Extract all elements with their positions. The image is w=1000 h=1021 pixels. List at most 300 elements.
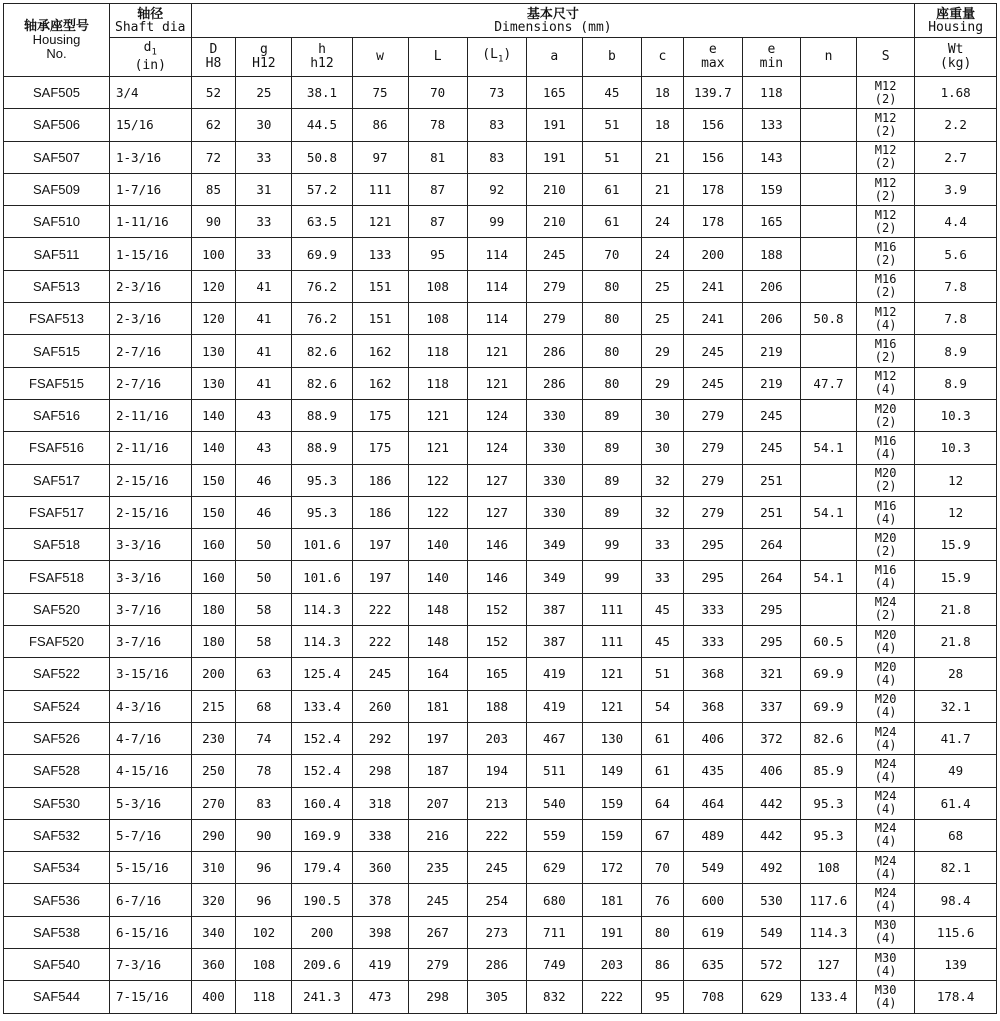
cell-shaft: 1-7/16 bbox=[110, 173, 192, 205]
cell-bolt-thread: M16 bbox=[874, 498, 897, 513]
cell-a: 191 bbox=[526, 141, 582, 173]
cell-bolt-size bbox=[857, 77, 915, 109]
cell-emin: 549 bbox=[742, 916, 800, 948]
cell-shaft: 5-7/16 bbox=[110, 819, 192, 851]
cell-l1: 127 bbox=[467, 496, 526, 528]
cell-shaft: 2-11/16 bbox=[110, 432, 192, 464]
cell-emax: 200 bbox=[683, 238, 742, 270]
header-col-c: c bbox=[641, 38, 683, 77]
cell-c: 30 bbox=[641, 399, 683, 431]
header-weight-cn: 座重量 bbox=[936, 5, 976, 21]
header-g-tol: H12 bbox=[252, 56, 276, 71]
cell-w: 97 bbox=[352, 141, 408, 173]
cell-c: 86 bbox=[641, 949, 683, 981]
cell-l1: 254 bbox=[467, 884, 526, 916]
cell-h: 44.5 bbox=[292, 109, 352, 141]
cell-bolt-thread: M24 bbox=[874, 886, 897, 901]
header-col-emax bbox=[683, 38, 742, 77]
table-row bbox=[4, 981, 997, 1013]
header-L1-close: ) bbox=[503, 46, 512, 62]
cell-l: 78 bbox=[408, 109, 467, 141]
cell-d: 90 bbox=[191, 206, 236, 238]
cell-emax: 708 bbox=[683, 981, 742, 1013]
cell-bolt-size bbox=[857, 916, 915, 948]
table-row bbox=[4, 464, 997, 496]
cell-c: 76 bbox=[641, 884, 683, 916]
cell-d: 180 bbox=[191, 626, 236, 658]
cell-c: 30 bbox=[641, 432, 683, 464]
cell-n: 133.4 bbox=[800, 981, 856, 1013]
cell-w: 473 bbox=[352, 981, 408, 1013]
cell-c: 95 bbox=[641, 981, 683, 1013]
cell-bolt-count: (4) bbox=[874, 576, 897, 591]
cell-model: SAF536 bbox=[4, 884, 110, 916]
cell-w: 378 bbox=[352, 884, 408, 916]
cell-h: 114.3 bbox=[292, 593, 352, 625]
cell-n: 82.6 bbox=[800, 722, 856, 754]
table-row bbox=[4, 270, 997, 302]
cell-wt: 82.1 bbox=[915, 852, 997, 884]
cell-emin: 442 bbox=[742, 819, 800, 851]
table-row bbox=[4, 238, 997, 270]
cell-bolt-size bbox=[857, 238, 915, 270]
cell-model: FSAF518 bbox=[4, 561, 110, 593]
header-housing-no-en1: Housing bbox=[32, 32, 81, 47]
cell-a: 629 bbox=[526, 852, 582, 884]
cell-n bbox=[800, 238, 856, 270]
cell-a: 387 bbox=[526, 593, 582, 625]
header-col-n: n bbox=[800, 38, 856, 77]
table-row bbox=[4, 303, 997, 335]
cell-c: 64 bbox=[641, 787, 683, 819]
cell-l1: 83 bbox=[467, 109, 526, 141]
cell-bolt-thread: M24 bbox=[874, 789, 897, 804]
cell-g: 41 bbox=[236, 335, 292, 367]
cell-a: 330 bbox=[526, 464, 582, 496]
cell-bolt-count: (4) bbox=[874, 899, 897, 914]
cell-b: 61 bbox=[582, 173, 641, 205]
cell-n: 50.8 bbox=[800, 303, 856, 335]
cell-wt: 139 bbox=[915, 949, 997, 981]
cell-g: 46 bbox=[236, 464, 292, 496]
cell-emax: 241 bbox=[683, 303, 742, 335]
cell-shaft: 6-7/16 bbox=[110, 884, 192, 916]
cell-model: SAF513 bbox=[4, 270, 110, 302]
cell-h: 179.4 bbox=[292, 852, 352, 884]
cell-l1: 83 bbox=[467, 141, 526, 173]
table-header bbox=[4, 4, 997, 77]
cell-model: SAF511 bbox=[4, 238, 110, 270]
cell-emin: 406 bbox=[742, 755, 800, 787]
cell-l1: 73 bbox=[467, 77, 526, 109]
cell-l1: 114 bbox=[467, 238, 526, 270]
cell-c: 67 bbox=[641, 819, 683, 851]
cell-model: SAF538 bbox=[4, 916, 110, 948]
cell-bolt-size bbox=[857, 787, 915, 819]
table-row bbox=[4, 755, 997, 787]
cell-d: 310 bbox=[191, 852, 236, 884]
cell-bolt-count: (4) bbox=[874, 834, 897, 849]
cell-b: 80 bbox=[582, 303, 641, 335]
cell-bolt-count: (2) bbox=[874, 188, 897, 203]
table-row bbox=[4, 949, 997, 981]
cell-wt: 12 bbox=[915, 464, 997, 496]
cell-emin: 206 bbox=[742, 270, 800, 302]
cell-w: 222 bbox=[352, 626, 408, 658]
cell-model: SAF532 bbox=[4, 819, 110, 851]
cell-wt: 115.6 bbox=[915, 916, 997, 948]
cell-bolt-thread: M30 bbox=[874, 982, 897, 997]
cell-d: 290 bbox=[191, 819, 236, 851]
table-row bbox=[4, 173, 997, 205]
header-dimensions-en: Dimensions (mm) bbox=[494, 19, 612, 35]
cell-h: 88.9 bbox=[292, 432, 352, 464]
cell-bolt-thread: M24 bbox=[874, 595, 897, 610]
cell-bolt-thread: M16 bbox=[874, 272, 897, 287]
cell-wt: 49 bbox=[915, 755, 997, 787]
cell-b: 121 bbox=[582, 658, 641, 690]
cell-a: 419 bbox=[526, 658, 582, 690]
cell-bolt-thread: M24 bbox=[874, 724, 897, 739]
cell-l: 148 bbox=[408, 593, 467, 625]
cell-a: 191 bbox=[526, 109, 582, 141]
cell-g: 25 bbox=[236, 77, 292, 109]
cell-bolt-size bbox=[857, 658, 915, 690]
cell-l1: 222 bbox=[467, 819, 526, 851]
cell-bolt-size bbox=[857, 884, 915, 916]
cell-g: 58 bbox=[236, 626, 292, 658]
header-col-b: b bbox=[582, 38, 641, 77]
cell-bolt-thread: M24 bbox=[874, 756, 897, 771]
cell-b: 89 bbox=[582, 399, 641, 431]
cell-g: 50 bbox=[236, 529, 292, 561]
cell-w: 175 bbox=[352, 432, 408, 464]
cell-a: 387 bbox=[526, 626, 582, 658]
cell-g: 63 bbox=[236, 658, 292, 690]
cell-bolt-size bbox=[857, 367, 915, 399]
cell-l: 245 bbox=[408, 884, 467, 916]
housing-dimensions-table bbox=[3, 3, 997, 1014]
cell-g: 58 bbox=[236, 593, 292, 625]
cell-d: 160 bbox=[191, 561, 236, 593]
cell-h: 101.6 bbox=[292, 561, 352, 593]
cell-n: 114.3 bbox=[800, 916, 856, 948]
cell-b: 89 bbox=[582, 464, 641, 496]
cell-model: SAF534 bbox=[4, 852, 110, 884]
table-row bbox=[4, 690, 997, 722]
header-col-a: a bbox=[526, 38, 582, 77]
cell-model: SAF530 bbox=[4, 787, 110, 819]
table-row bbox=[4, 77, 997, 109]
cell-bolt-count: (4) bbox=[874, 672, 897, 687]
cell-a: 330 bbox=[526, 496, 582, 528]
cell-bolt-size bbox=[857, 464, 915, 496]
cell-wt: 4.4 bbox=[915, 206, 997, 238]
cell-n: 127 bbox=[800, 949, 856, 981]
cell-a: 279 bbox=[526, 303, 582, 335]
header-housing-no-en2: No. bbox=[46, 46, 67, 61]
cell-n bbox=[800, 593, 856, 625]
cell-emax: 178 bbox=[683, 206, 742, 238]
cell-l: 216 bbox=[408, 819, 467, 851]
cell-l: 70 bbox=[408, 77, 467, 109]
cell-h: 101.6 bbox=[292, 529, 352, 561]
cell-b: 159 bbox=[582, 787, 641, 819]
cell-n: 54.1 bbox=[800, 496, 856, 528]
cell-model: FSAF516 bbox=[4, 432, 110, 464]
cell-w: 121 bbox=[352, 206, 408, 238]
cell-emax: 245 bbox=[683, 335, 742, 367]
cell-b: 191 bbox=[582, 916, 641, 948]
cell-wt: 2.7 bbox=[915, 141, 997, 173]
cell-bolt-thread: M24 bbox=[874, 821, 897, 836]
cell-emax: 279 bbox=[683, 464, 742, 496]
cell-wt: 21.8 bbox=[915, 626, 997, 658]
table-body bbox=[4, 77, 997, 1014]
cell-g: 33 bbox=[236, 206, 292, 238]
table-row bbox=[4, 561, 997, 593]
cell-bolt-thread: M12 bbox=[874, 143, 897, 158]
cell-wt: 61.4 bbox=[915, 787, 997, 819]
table-row bbox=[4, 335, 997, 367]
table-row bbox=[4, 626, 997, 658]
cell-emax: 241 bbox=[683, 270, 742, 302]
cell-emax: 295 bbox=[683, 529, 742, 561]
cell-c: 45 bbox=[641, 626, 683, 658]
header-col-h bbox=[292, 38, 352, 77]
cell-n: 108 bbox=[800, 852, 856, 884]
cell-a: 245 bbox=[526, 238, 582, 270]
cell-emin: 321 bbox=[742, 658, 800, 690]
cell-shaft: 5-15/16 bbox=[110, 852, 192, 884]
cell-d: 180 bbox=[191, 593, 236, 625]
cell-emax: 489 bbox=[683, 819, 742, 851]
cell-c: 54 bbox=[641, 690, 683, 722]
cell-d: 62 bbox=[191, 109, 236, 141]
cell-emax: 368 bbox=[683, 658, 742, 690]
header-h-label: h bbox=[318, 42, 326, 57]
table-row bbox=[4, 529, 997, 561]
cell-g: 118 bbox=[236, 981, 292, 1013]
cell-l: 95 bbox=[408, 238, 467, 270]
cell-bolt-thread: M20 bbox=[874, 659, 897, 674]
cell-b: 89 bbox=[582, 496, 641, 528]
cell-w: 75 bbox=[352, 77, 408, 109]
cell-emax: 139.7 bbox=[683, 77, 742, 109]
cell-d: 400 bbox=[191, 981, 236, 1013]
cell-d: 120 bbox=[191, 270, 236, 302]
cell-model: SAF518 bbox=[4, 529, 110, 561]
cell-n: 95.3 bbox=[800, 787, 856, 819]
cell-g: 74 bbox=[236, 722, 292, 754]
cell-b: 222 bbox=[582, 981, 641, 1013]
cell-w: 197 bbox=[352, 529, 408, 561]
cell-d: 130 bbox=[191, 335, 236, 367]
cell-shaft: 2-7/16 bbox=[110, 367, 192, 399]
cell-a: 559 bbox=[526, 819, 582, 851]
cell-l: 140 bbox=[408, 561, 467, 593]
cell-n bbox=[800, 529, 856, 561]
cell-c: 80 bbox=[641, 916, 683, 948]
cell-model: FSAF515 bbox=[4, 367, 110, 399]
cell-h: 76.2 bbox=[292, 270, 352, 302]
cell-d: 140 bbox=[191, 399, 236, 431]
cell-g: 96 bbox=[236, 852, 292, 884]
cell-bolt-count: (2) bbox=[874, 414, 897, 429]
cell-bolt-size bbox=[857, 432, 915, 464]
cell-shaft: 6-15/16 bbox=[110, 916, 192, 948]
cell-model: SAF515 bbox=[4, 335, 110, 367]
cell-emax: 156 bbox=[683, 141, 742, 173]
cell-w: 175 bbox=[352, 399, 408, 431]
cell-d: 250 bbox=[191, 755, 236, 787]
cell-h: 190.5 bbox=[292, 884, 352, 916]
cell-l: 235 bbox=[408, 852, 467, 884]
cell-c: 25 bbox=[641, 270, 683, 302]
cell-c: 61 bbox=[641, 755, 683, 787]
cell-wt: 32.1 bbox=[915, 690, 997, 722]
cell-d: 160 bbox=[191, 529, 236, 561]
cell-emax: 549 bbox=[683, 852, 742, 884]
cell-b: 121 bbox=[582, 690, 641, 722]
header-shaft-symbol bbox=[110, 38, 192, 77]
table-row bbox=[4, 787, 997, 819]
cell-w: 162 bbox=[352, 335, 408, 367]
cell-h: 69.9 bbox=[292, 238, 352, 270]
cell-g: 43 bbox=[236, 399, 292, 431]
cell-model: SAF517 bbox=[4, 464, 110, 496]
cell-l: 122 bbox=[408, 496, 467, 528]
cell-h: 152.4 bbox=[292, 755, 352, 787]
cell-wt: 98.4 bbox=[915, 884, 997, 916]
cell-l: 87 bbox=[408, 173, 467, 205]
cell-c: 70 bbox=[641, 852, 683, 884]
cell-l: 267 bbox=[408, 916, 467, 948]
cell-l1: 92 bbox=[467, 173, 526, 205]
cell-h: 241.3 bbox=[292, 981, 352, 1013]
cell-a: 540 bbox=[526, 787, 582, 819]
cell-bolt-size bbox=[857, 496, 915, 528]
cell-shaft: 7-15/16 bbox=[110, 981, 192, 1013]
cell-emax: 635 bbox=[683, 949, 742, 981]
cell-model: SAF520 bbox=[4, 593, 110, 625]
cell-l: 197 bbox=[408, 722, 467, 754]
header-col-D bbox=[191, 38, 236, 77]
cell-l: 121 bbox=[408, 399, 467, 431]
cell-bolt-size bbox=[857, 981, 915, 1013]
cell-w: 318 bbox=[352, 787, 408, 819]
cell-b: 99 bbox=[582, 561, 641, 593]
cell-shaft: 2-7/16 bbox=[110, 335, 192, 367]
cell-bolt-count: (2) bbox=[874, 91, 897, 106]
cell-bolt-count: (4) bbox=[874, 446, 897, 461]
cell-bolt-count: (4) bbox=[874, 737, 897, 752]
cell-h: 160.4 bbox=[292, 787, 352, 819]
cell-bolt-size bbox=[857, 399, 915, 431]
cell-bolt-count: (4) bbox=[874, 931, 897, 946]
cell-n bbox=[800, 173, 856, 205]
cell-wt: 178.4 bbox=[915, 981, 997, 1013]
cell-n bbox=[800, 109, 856, 141]
cell-a: 286 bbox=[526, 367, 582, 399]
cell-h: 133.4 bbox=[292, 690, 352, 722]
cell-emin: 133 bbox=[742, 109, 800, 141]
cell-n: 69.9 bbox=[800, 690, 856, 722]
cell-bolt-size bbox=[857, 270, 915, 302]
cell-bolt-size bbox=[857, 852, 915, 884]
cell-n bbox=[800, 464, 856, 496]
cell-w: 260 bbox=[352, 690, 408, 722]
cell-emin: 372 bbox=[742, 722, 800, 754]
cell-a: 419 bbox=[526, 690, 582, 722]
cell-b: 181 bbox=[582, 884, 641, 916]
cell-l1: 194 bbox=[467, 755, 526, 787]
cell-bolt-size bbox=[857, 561, 915, 593]
table-row bbox=[4, 722, 997, 754]
cell-l: 181 bbox=[408, 690, 467, 722]
cell-bolt-thread: M24 bbox=[874, 853, 897, 868]
cell-l1: 245 bbox=[467, 852, 526, 884]
cell-emax: 406 bbox=[683, 722, 742, 754]
header-weight-wt: Wt bbox=[947, 42, 964, 57]
cell-h: 63.5 bbox=[292, 206, 352, 238]
cell-n: 69.9 bbox=[800, 658, 856, 690]
cell-bolt-size bbox=[857, 335, 915, 367]
cell-n: 54.1 bbox=[800, 561, 856, 593]
cell-shaft: 1-15/16 bbox=[110, 238, 192, 270]
cell-w: 162 bbox=[352, 367, 408, 399]
cell-emax: 279 bbox=[683, 432, 742, 464]
cell-wt: 10.3 bbox=[915, 399, 997, 431]
table-row bbox=[4, 109, 997, 141]
header-col-S: S bbox=[857, 38, 915, 77]
cell-bolt-count: (2) bbox=[874, 350, 897, 365]
cell-emax: 368 bbox=[683, 690, 742, 722]
cell-emin: 442 bbox=[742, 787, 800, 819]
cell-l: 207 bbox=[408, 787, 467, 819]
cell-w: 151 bbox=[352, 270, 408, 302]
cell-bolt-thread: M20 bbox=[874, 692, 897, 707]
cell-l: 148 bbox=[408, 626, 467, 658]
cell-w: 151 bbox=[352, 303, 408, 335]
cell-w: 398 bbox=[352, 916, 408, 948]
cell-bolt-size bbox=[857, 109, 915, 141]
cell-w: 186 bbox=[352, 464, 408, 496]
cell-bolt-count: (4) bbox=[874, 802, 897, 817]
cell-shaft: 1-11/16 bbox=[110, 206, 192, 238]
cell-bolt-count: (4) bbox=[874, 995, 897, 1010]
cell-d: 85 bbox=[191, 173, 236, 205]
cell-model: SAF524 bbox=[4, 690, 110, 722]
cell-shaft: 3/4 bbox=[110, 77, 192, 109]
cell-b: 130 bbox=[582, 722, 641, 754]
cell-wt: 1.68 bbox=[915, 77, 997, 109]
cell-emax: 333 bbox=[683, 593, 742, 625]
cell-emax: 178 bbox=[683, 173, 742, 205]
cell-bolt-count: (4) bbox=[874, 705, 897, 720]
table-row bbox=[4, 593, 997, 625]
cell-l1: 213 bbox=[467, 787, 526, 819]
cell-emin: 245 bbox=[742, 432, 800, 464]
cell-c: 32 bbox=[641, 496, 683, 528]
cell-l1: 114 bbox=[467, 270, 526, 302]
cell-model: SAF510 bbox=[4, 206, 110, 238]
cell-a: 832 bbox=[526, 981, 582, 1013]
cell-l1: 114 bbox=[467, 303, 526, 335]
cell-a: 680 bbox=[526, 884, 582, 916]
cell-d: 360 bbox=[191, 949, 236, 981]
cell-wt: 15.9 bbox=[915, 529, 997, 561]
